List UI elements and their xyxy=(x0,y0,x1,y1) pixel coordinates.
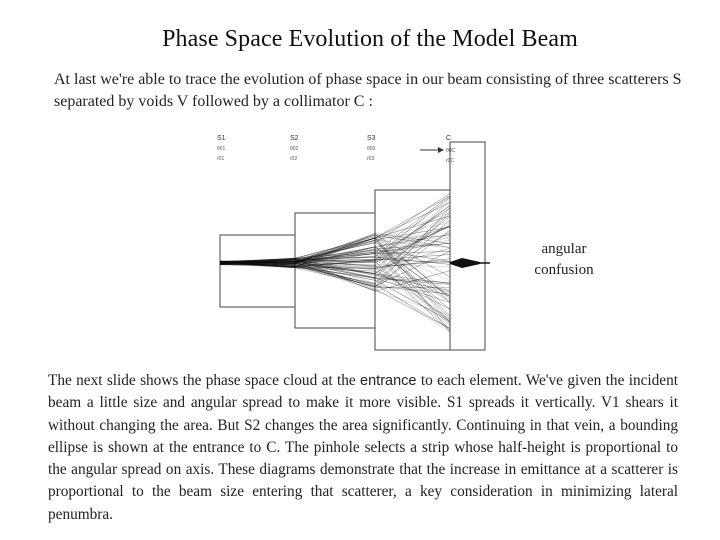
body-text-end: to each element. We've given the incident beam a little size and angular spread to make it more visible. S1 spreads it vertically. V1 shears it without changing the area. But S2 changes the area significantly. Continuing in that vein, a bounding ellipse is shown at the entrance to C. The pinhole selects a strip whose half-height is proportional to the angular spread on axis. These diagrams demonstrate that the increase in emittance at a scatterer is proportional to the beam size entering that scatterer, a key consideration in minimizing lateral penumbra. xyxy=(48,372,678,523)
beam-rays xyxy=(220,193,450,332)
label-s3-r: r03 xyxy=(367,156,375,162)
intro-paragraph: At last we're able to trace the evolution of phase space in our beam consisting of three scatterers S separated by voids V followed by a collimator C : xyxy=(54,71,682,110)
beam-ray xyxy=(220,202,450,270)
label-s2-name: S2 xyxy=(290,135,299,142)
beam-diagram-svg xyxy=(190,128,490,360)
exit-beam xyxy=(450,258,490,268)
entrance-emphasis: entrance xyxy=(360,373,417,389)
label-s1-name: S1 xyxy=(217,135,226,142)
label-s3-name: S3 xyxy=(367,135,376,142)
label-s2-theta: θ02 xyxy=(290,146,299,152)
label-s2-r: r02 xyxy=(290,156,298,162)
label-s3 xyxy=(367,135,376,162)
beam-ray xyxy=(220,263,450,321)
beam-ray xyxy=(220,193,450,264)
annotation-line-1: angular xyxy=(541,241,587,257)
arrow-icon xyxy=(420,147,444,153)
annotation-line-2: confusion xyxy=(534,262,594,278)
label-c xyxy=(446,135,456,164)
slide-title: Phase Space Evolution of the Model Beam xyxy=(162,26,578,52)
body-text-start: The next slide shows the phase space cloud at the xyxy=(48,372,361,389)
label-s1-r: r01 xyxy=(217,156,225,162)
beam-ray xyxy=(220,263,450,323)
beam-diagram xyxy=(190,128,490,360)
beam-ray xyxy=(220,206,450,262)
label-c-name: C xyxy=(446,135,452,142)
label-s3-theta: θ03 xyxy=(367,146,376,152)
label-s1 xyxy=(217,135,226,162)
label-c-theta: θ0C xyxy=(446,148,456,154)
angular-confusion-label xyxy=(520,239,608,281)
label-s2 xyxy=(290,135,299,162)
body-paragraph xyxy=(48,370,678,526)
label-s1-theta: θ01 xyxy=(217,146,226,152)
label-c-r: r0C xyxy=(446,158,455,164)
